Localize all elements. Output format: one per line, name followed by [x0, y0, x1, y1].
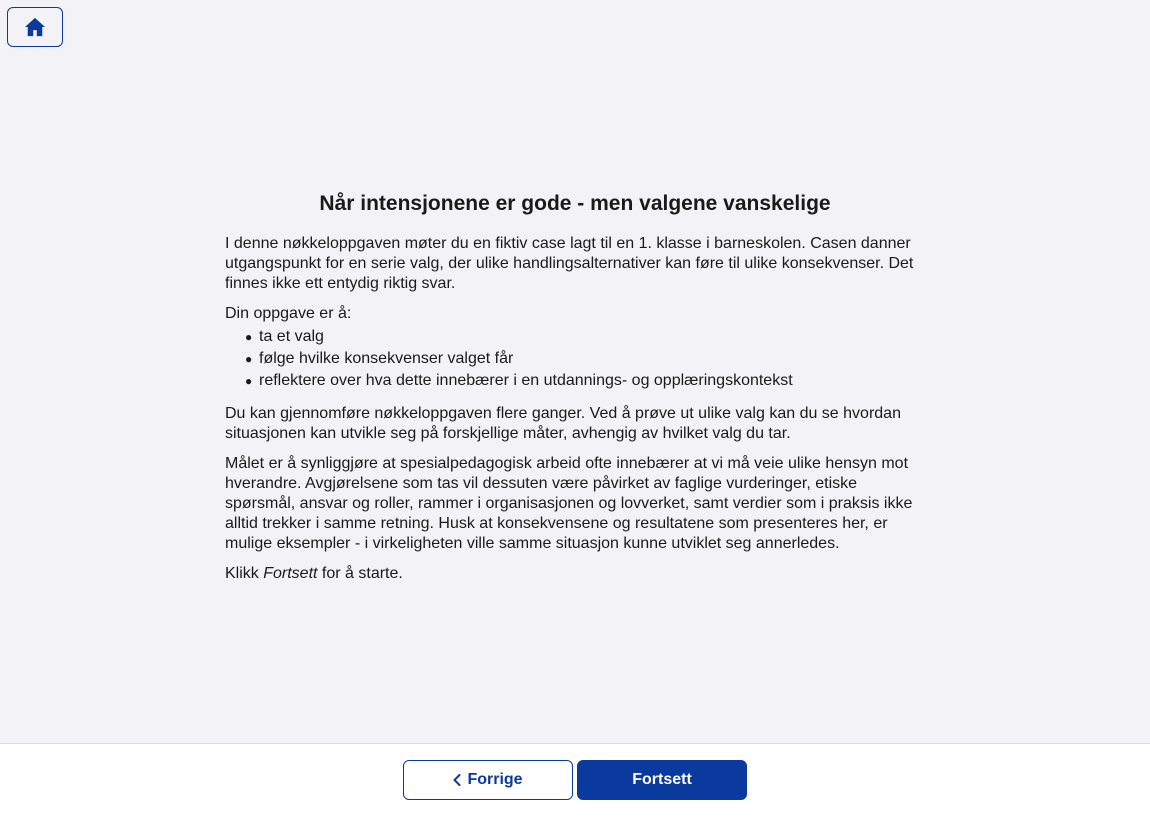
page-title: Når intensjonene er gode - men valgene vanskelige — [319, 192, 831, 215]
list-item — [245, 348, 925, 370]
bullet-icon: ● — [245, 374, 253, 388]
footer-bar — [0, 743, 1150, 820]
continue-button-label: Fortsett — [632, 771, 692, 788]
main-content — [225, 190, 925, 594]
list-item-text: ta et valg — [259, 328, 324, 345]
start-instruction — [225, 564, 925, 584]
previous-button-label: Forrige — [467, 771, 523, 788]
bullet-icon: ● — [245, 330, 253, 344]
previous-button[interactable] — [403, 760, 573, 800]
list-item — [245, 370, 925, 392]
list-item — [245, 326, 925, 348]
task-list — [245, 326, 925, 392]
home-icon — [24, 17, 46, 37]
continue-button[interactable] — [577, 760, 747, 800]
home-button[interactable] — [7, 7, 63, 47]
goal-paragraph: Målet er å synliggjøre at spesialpedagogisk arbeid ofte innebærer at vi må veie ulike hensyn mot hverandre. Avgjørelsene som tas vil dessuten være påvirket av faglige vurderinger, etiske spørsmål, ansvar og roller, rammer i organisasjonen og lovverket, samt verdier som i praksis ikke alltid trekker i samme retning. Husk at konsekvensene og resultatene som presenteres her, er mulige eksempler - i virkeligheten ville samme situasjon kunne utviklet seg annerledes. — [225, 455, 913, 552]
task-intro: Din oppgave er å: — [225, 305, 352, 322]
chevron-left-icon — [453, 774, 461, 786]
intro-paragraph: I denne nøkkeloppgaven møter du en fiktiv case lagt til en 1. klasse i barneskolen. Casen danner utgangspunkt for en serie valg, der ulike handlingsalternativer kan føre til ulike konsekvenser. Det finnes ikke ett entydig riktig svar. — [225, 235, 914, 292]
list-item-text: følge hvilke konsekvenser valget får — [259, 350, 514, 367]
list-item-text: reflektere over hva dette innebærer i en utdannings- og opplæringskontekst — [259, 372, 793, 389]
start-suffix: for å starte. — [317, 565, 403, 582]
start-emphasis: Fortsett — [263, 565, 318, 582]
repeat-paragraph: Du kan gjennomføre nøkkeloppgaven flere ganger. Ved å prøve ut ulike valg kan du se hvordan situasjonen kan utvikle seg på forskjellige måter, avhengig av hvilket valg du tar. — [225, 405, 901, 442]
bullet-icon: ● — [245, 352, 253, 366]
start-prefix: Klikk — [225, 565, 264, 582]
